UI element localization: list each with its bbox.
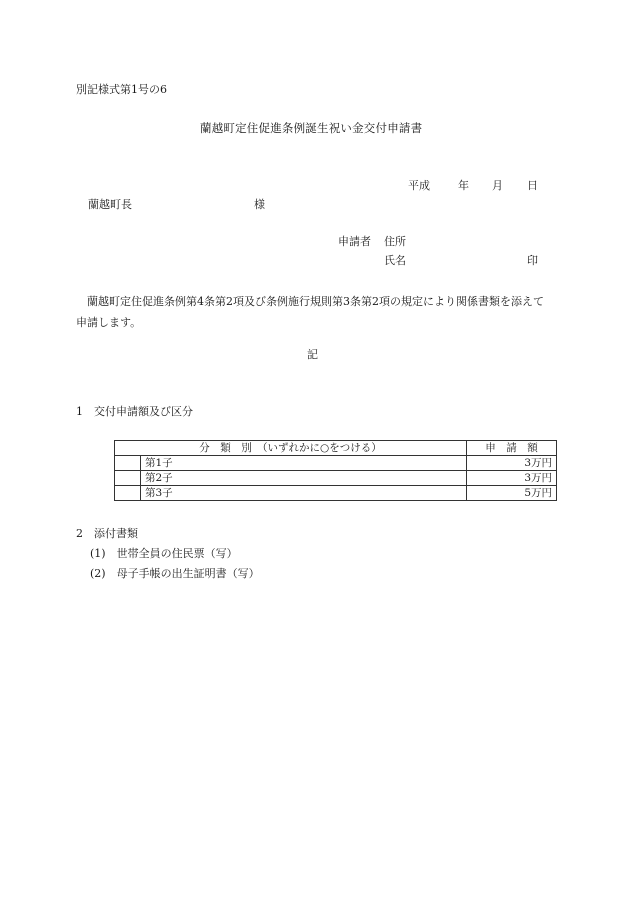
row-amount: 3万円 <box>467 471 557 486</box>
document-title: 蘭越町定住促進条例誕生祝い金交付申請書 <box>200 121 423 135</box>
ki-heading: 記 <box>307 348 318 361</box>
date-day-label: 日 <box>527 179 538 192</box>
row-amount: 3万円 <box>467 456 557 471</box>
address-label: 住所 <box>384 235 406 248</box>
section2-heading: 2 添付書類 <box>76 527 138 540</box>
circle-mark-cell[interactable] <box>115 456 141 471</box>
row-label: 第1子 <box>141 456 467 471</box>
section1-heading: 1 交付申請額及び区分 <box>76 405 193 418</box>
table-row <box>115 471 557 486</box>
header-category-label: 分 類 別 （いずれかに○をつける） <box>199 442 382 454</box>
seal-label: 印 <box>527 254 538 267</box>
date-era-label: 平成 <box>408 179 430 192</box>
application-amount-table <box>114 440 557 501</box>
row-label: 第2子 <box>141 471 467 486</box>
applicant-label: 申請者 <box>338 235 371 248</box>
circle-mark-cell[interactable] <box>115 486 141 501</box>
date-year-label: 年 <box>458 179 469 192</box>
row-label: 第3子 <box>141 486 467 501</box>
attachment-item: (1) 世帯全員の住民票（写） <box>90 547 238 560</box>
honorific: 様 <box>254 198 265 211</box>
circle-mark-cell[interactable] <box>115 471 141 486</box>
header-amount: 申 請 額 <box>467 441 557 456</box>
attachment-item: (2) 母子手帳の出生証明書（写） <box>90 567 260 580</box>
table-header-row <box>115 441 557 456</box>
name-label: 氏名 <box>384 254 406 267</box>
date-month-label: 月 <box>492 179 503 192</box>
form-number: 別記様式第1号の6 <box>76 83 167 96</box>
header-category <box>115 441 467 456</box>
row-amount: 5万円 <box>467 486 557 501</box>
application-body-text: 蘭越町定住促進条例第4条第2項及び条例施行規則第3条第2項の規定により関係書類を添えて申請します。 <box>76 295 544 329</box>
table-row <box>115 456 557 471</box>
table-row <box>115 486 557 501</box>
addressee: 蘭越町長 <box>88 198 132 211</box>
